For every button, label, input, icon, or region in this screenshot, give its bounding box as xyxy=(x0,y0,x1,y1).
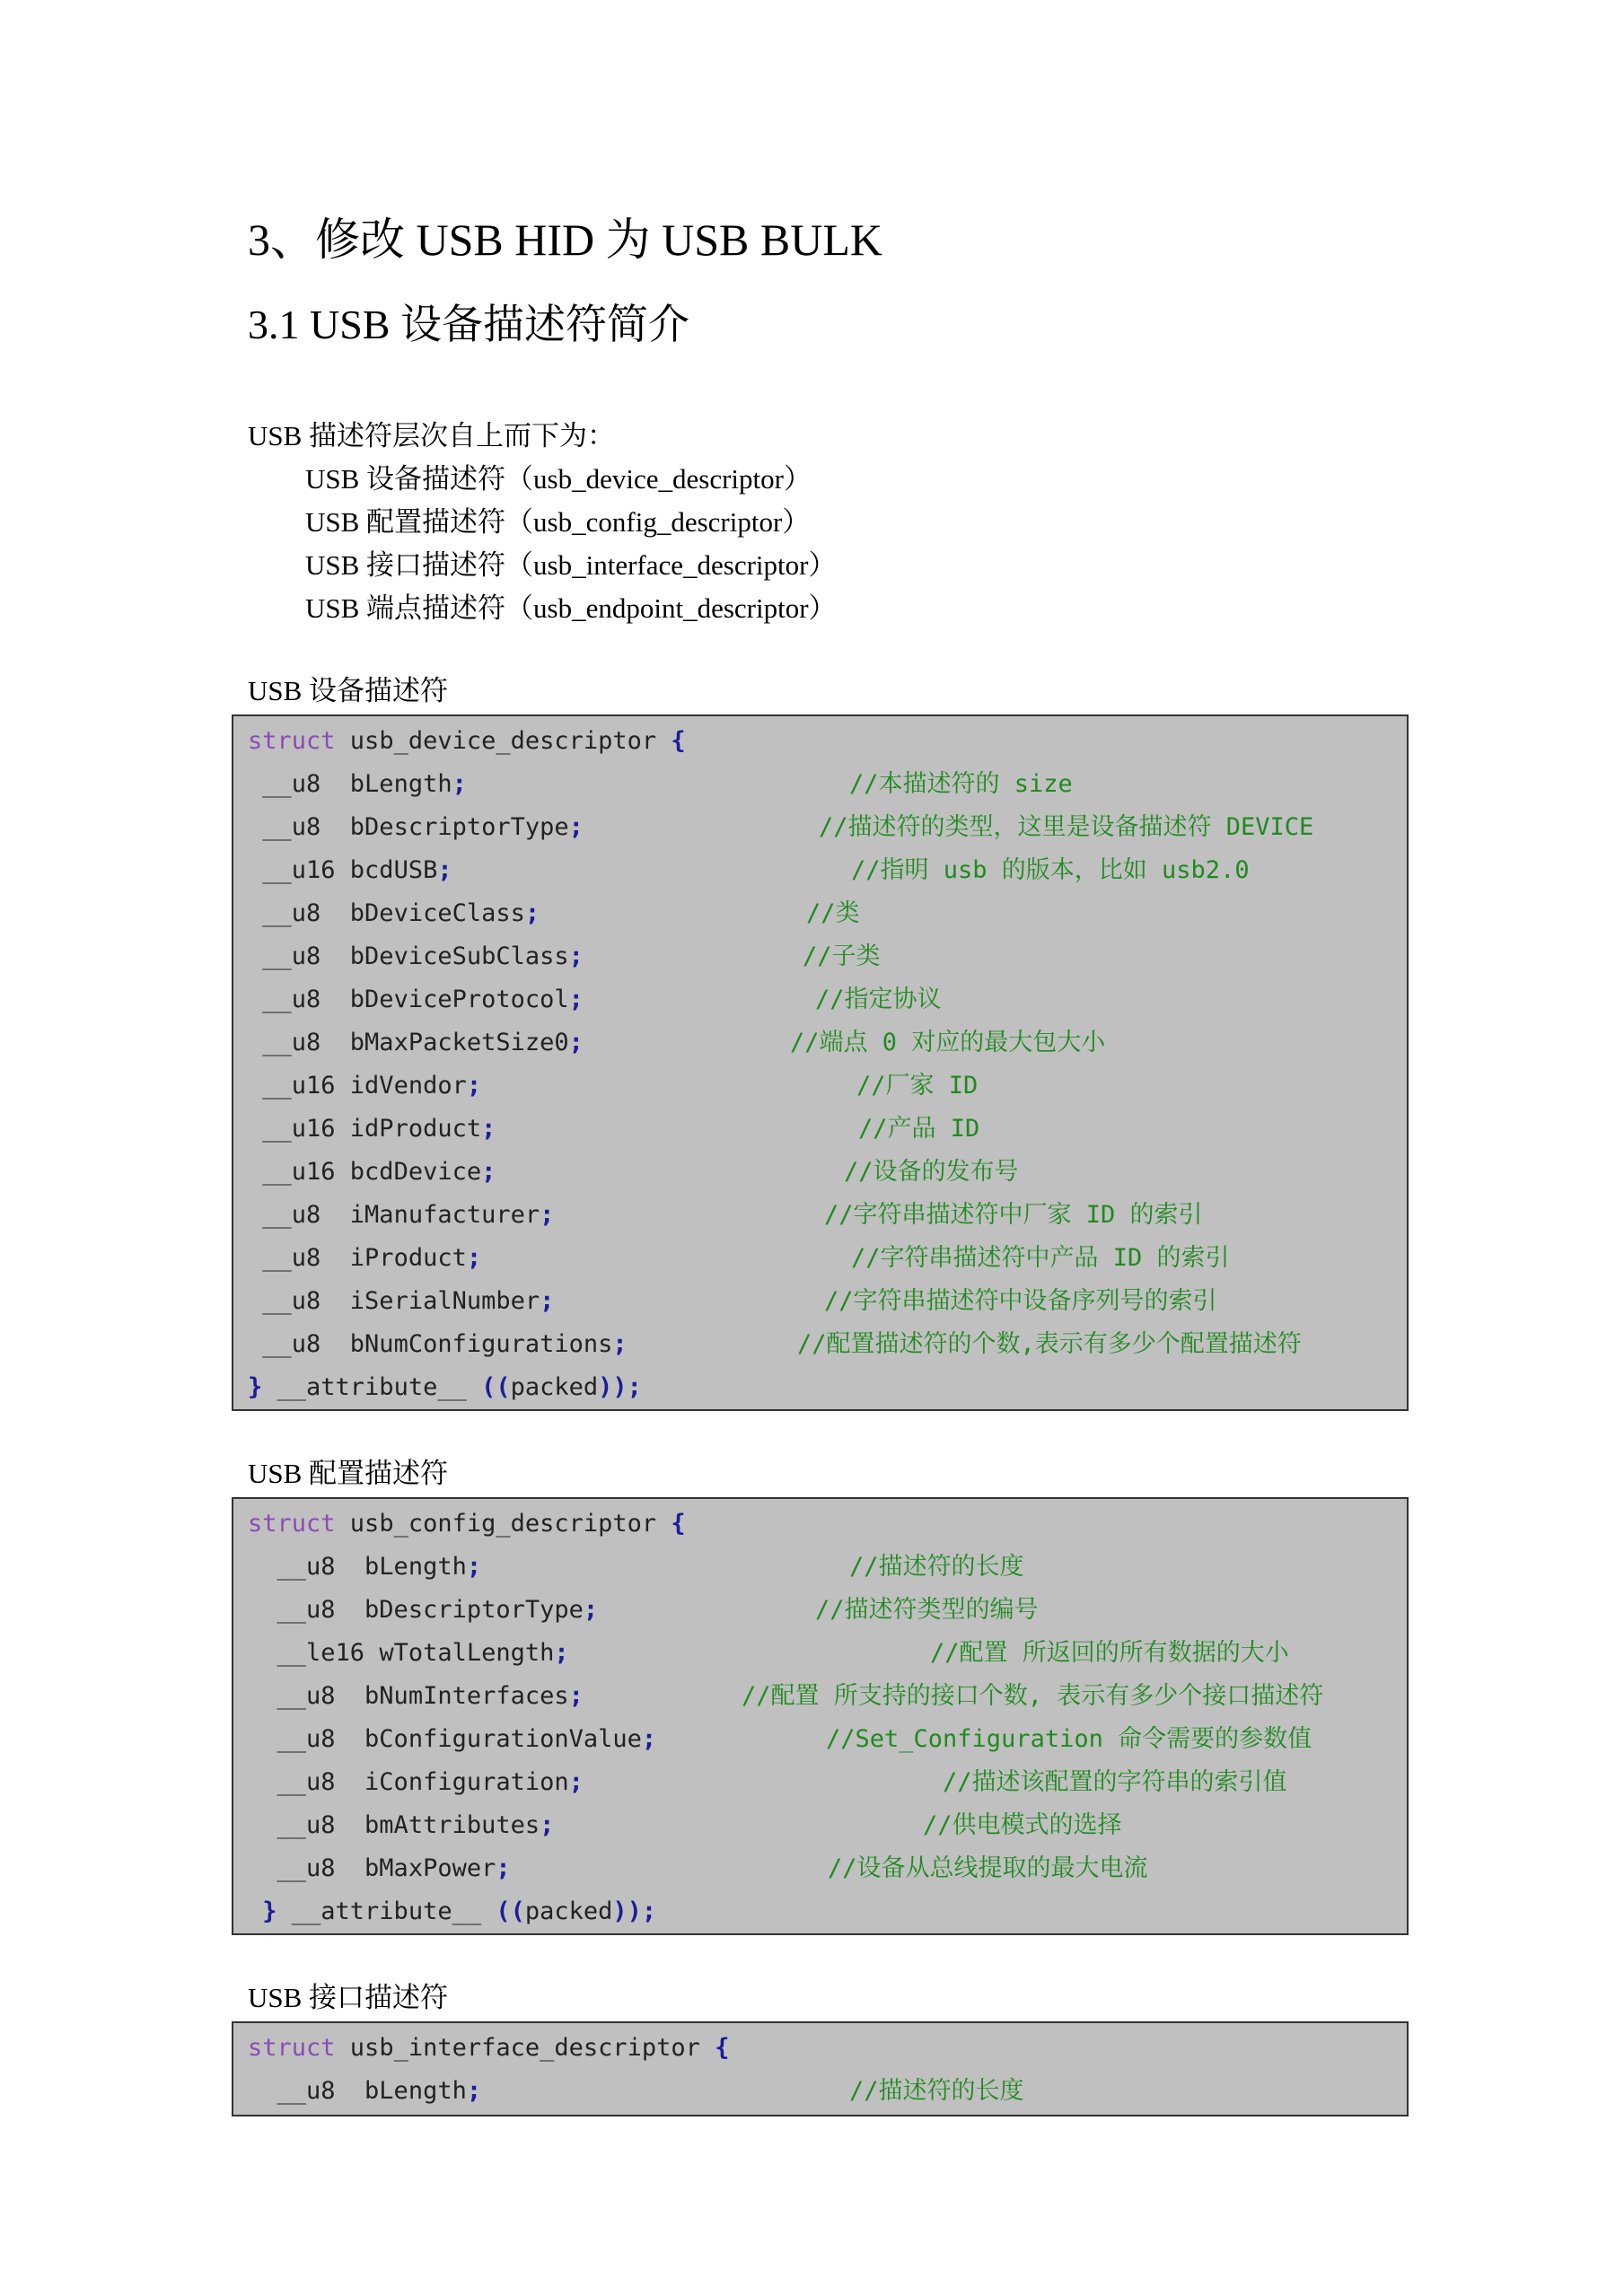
field-name: bcdDevice xyxy=(349,1158,482,1186)
descriptor-hierarchy xyxy=(248,415,837,630)
field-type: __u8 xyxy=(248,1854,365,1882)
semicolon: ; xyxy=(540,1201,555,1229)
field-type: __u8 xyxy=(248,1553,365,1581)
field-name: bMaxPacketSize0 xyxy=(349,1029,569,1056)
open-brace: { xyxy=(671,727,686,755)
field-type: __u16 xyxy=(248,1158,350,1186)
field-line xyxy=(248,806,1392,849)
semicolon: ; xyxy=(568,1029,584,1056)
field-line xyxy=(248,763,1392,806)
field-name: bNumConfigurations xyxy=(349,1330,613,1358)
semicolon: ; xyxy=(540,1811,555,1839)
field-line xyxy=(248,1323,1392,1366)
field-comment: //产品 ID xyxy=(858,1115,980,1143)
device-descriptor-code xyxy=(232,714,1409,1411)
field-line xyxy=(248,1804,1392,1847)
semicolon: ; xyxy=(568,1768,584,1796)
field-type: __u16 xyxy=(248,1072,350,1100)
semicolon: ; xyxy=(540,1287,555,1315)
struct-header xyxy=(248,1503,1392,1546)
field-type: __u8 xyxy=(248,942,350,970)
semicolon: ; xyxy=(466,1072,482,1100)
field-name: wTotalLength xyxy=(379,1639,555,1667)
field-comment: //子类 xyxy=(803,942,881,970)
field-comment: //描述符的类型，这里是设备描述符 DEVICE xyxy=(819,813,1314,841)
field-line xyxy=(248,935,1392,978)
field-comment: //供电模式的选择 xyxy=(923,1811,1122,1839)
field-name: iSerialNumber xyxy=(349,1287,540,1315)
field-name: iProduct xyxy=(349,1244,467,1272)
field-line xyxy=(248,1632,1392,1675)
semicolon: ; xyxy=(568,1682,584,1710)
field-line xyxy=(248,849,1392,892)
field-type: __u8 xyxy=(248,1029,350,1056)
field-comment: //配置 所返回的所有数据的大小 xyxy=(930,1639,1289,1667)
hierarchy-item: USB 设备描述符（usb_device_descriptor） xyxy=(305,463,812,495)
field-line xyxy=(248,1237,1392,1280)
field-name: bMaxPower xyxy=(364,1854,496,1882)
semicolon: ; xyxy=(583,1596,599,1624)
semicolon: ; xyxy=(466,1553,482,1581)
config-descriptor-caption: USB 配置描述符 xyxy=(248,1458,449,1489)
hierarchy-lead: USB 描述符层次自上而下为： xyxy=(248,420,616,451)
packed-keyword: packed xyxy=(510,1373,599,1401)
section-heading: 3.1 USB 设备描述符简介 xyxy=(248,302,689,347)
semicolon: ; xyxy=(641,1725,657,1753)
field-name: bDeviceClass xyxy=(349,899,525,927)
close-paren: )); xyxy=(612,1897,657,1925)
field-line xyxy=(248,1718,1392,1761)
field-line xyxy=(248,1151,1392,1194)
close-paren: )); xyxy=(598,1373,642,1401)
semicolon: ; xyxy=(496,1854,511,1882)
struct-name: usb_interface_descriptor xyxy=(335,2034,715,2062)
struct-keyword: struct xyxy=(248,727,336,755)
interface-descriptor-caption: USB 接口描述符 xyxy=(248,1982,449,2013)
field-line xyxy=(248,892,1392,935)
attribute-keyword: __attribute__ xyxy=(277,1897,496,1925)
open-paren: (( xyxy=(481,1373,511,1401)
field-name: bLength xyxy=(364,1553,467,1581)
open-paren: (( xyxy=(496,1897,525,1925)
field-line xyxy=(248,2070,1392,2113)
field-type: __u8 xyxy=(248,2077,365,2105)
field-type: __u8 xyxy=(248,1330,350,1358)
hierarchy-item: USB 端点描述符（usb_endpoint_descriptor） xyxy=(305,592,837,624)
field-name: iManufacturer xyxy=(349,1201,540,1229)
field-type: __u8 xyxy=(248,1682,365,1710)
field-comment: //字符串描述符中设备序列号的索引 xyxy=(824,1287,1217,1315)
field-name: bmAttributes xyxy=(364,1811,540,1839)
field-comment: //指明 usb 的版本，比如 usb2.0 xyxy=(851,856,1250,884)
struct-name: usb_device_descriptor xyxy=(335,727,672,755)
close-brace: } xyxy=(248,1373,263,1401)
field-comment: //描述该配置的字符串的索引值 xyxy=(943,1768,1287,1796)
field-type: __u8 xyxy=(248,1596,365,1624)
struct-keyword: struct xyxy=(248,2034,336,2062)
field-type: __u8 xyxy=(248,1201,350,1229)
field-comment: //厂家 ID xyxy=(856,1072,979,1100)
field-comment: //描述符类型的编号 xyxy=(815,1596,1039,1624)
field-name: idVendor xyxy=(349,1072,467,1100)
semicolon: ; xyxy=(481,1158,496,1186)
field-type: __u8 xyxy=(248,813,350,841)
field-comment: //本描述符的 size xyxy=(849,770,1073,798)
struct-footer xyxy=(248,1366,1392,1409)
field-comment: //字符串描述符中厂家 ID 的索引 xyxy=(824,1201,1203,1229)
field-name: iConfiguration xyxy=(364,1768,569,1796)
field-name: bConfigurationValue xyxy=(364,1725,642,1753)
field-line xyxy=(248,978,1392,1021)
config-descriptor-code xyxy=(232,1497,1409,1935)
field-type: __u16 xyxy=(248,856,350,884)
struct-footer xyxy=(248,1890,1392,1933)
field-type: __u8 xyxy=(248,1768,365,1796)
page-title: 3、修改 USB HID 为 USB BULK xyxy=(248,215,883,265)
attribute-keyword: __attribute__ xyxy=(262,1373,482,1401)
field-comment: //配置 所支持的接口个数, 表示有多少个接口描述符 xyxy=(742,1682,1324,1710)
field-line xyxy=(248,1589,1392,1632)
field-comment: //字符串描述符中产品 ID 的索引 xyxy=(851,1244,1230,1272)
semicolon: ; xyxy=(554,1639,569,1667)
field-type: __u8 xyxy=(248,899,350,927)
open-brace: { xyxy=(715,2034,730,2062)
field-name: bLength xyxy=(364,2077,467,2105)
field-name: bNumInterfaces xyxy=(364,1682,569,1710)
struct-header xyxy=(248,2027,1392,2070)
field-name: idProduct xyxy=(349,1115,482,1143)
field-comment: //指定协议 xyxy=(815,986,942,1013)
field-type: __u8 xyxy=(248,1287,350,1315)
semicolon: ; xyxy=(466,1244,482,1272)
field-comment: //设备从总线提取的最大电流 xyxy=(828,1854,1148,1882)
semicolon: ; xyxy=(568,813,584,841)
field-line xyxy=(248,1675,1392,1718)
semicolon: ; xyxy=(437,856,452,884)
field-type: __u16 xyxy=(248,1115,350,1143)
open-brace: { xyxy=(671,1510,686,1538)
field-name: bDescriptorType xyxy=(364,1596,584,1624)
field-comment: //类 xyxy=(806,899,860,927)
semicolon: ; xyxy=(524,899,540,927)
field-comment: //描述符的长度 xyxy=(849,2077,1024,2105)
field-name: bLength xyxy=(349,770,452,798)
field-comment: //配置描述符的个数,表示有多少个配置描述符 xyxy=(797,1330,1302,1358)
field-type: __le16 xyxy=(248,1639,380,1667)
struct-header xyxy=(248,720,1392,763)
hierarchy-item: USB 配置描述符（usb_config_descriptor） xyxy=(305,506,811,538)
semicolon: ; xyxy=(568,986,584,1013)
device-descriptor-caption: USB 设备描述符 xyxy=(248,675,449,706)
field-line xyxy=(248,1761,1392,1804)
field-comment: //描述符的长度 xyxy=(849,1553,1024,1581)
field-name: bDescriptorType xyxy=(349,813,569,841)
semicolon: ; xyxy=(568,942,584,970)
field-type: __u8 xyxy=(248,986,350,1013)
packed-keyword: packed xyxy=(524,1897,613,1925)
field-line xyxy=(248,1108,1392,1151)
field-line xyxy=(248,1546,1392,1589)
field-line xyxy=(248,1847,1392,1890)
struct-name: usb_config_descriptor xyxy=(335,1510,672,1538)
field-name: bDeviceSubClass xyxy=(349,942,569,970)
field-name: bDeviceProtocol xyxy=(349,986,569,1013)
field-type: __u8 xyxy=(248,1244,350,1272)
field-comment: //设备的发布号 xyxy=(844,1158,1019,1186)
struct-keyword: struct xyxy=(248,1510,336,1538)
field-line xyxy=(248,1021,1392,1065)
hierarchy-item: USB 接口描述符（usb_interface_descriptor） xyxy=(305,549,837,581)
semicolon: ; xyxy=(481,1115,496,1143)
interface-descriptor-code xyxy=(232,2021,1409,2116)
field-line xyxy=(248,1065,1392,1108)
field-type: __u8 xyxy=(248,770,350,798)
field-line xyxy=(248,1194,1392,1237)
field-name: bcdUSB xyxy=(349,856,438,884)
field-type: __u8 xyxy=(248,1725,365,1753)
field-comment: //端点 0 对应的最大包大小 xyxy=(790,1029,1106,1056)
field-comment: //Set_Configuration 命令需要的参数值 xyxy=(826,1725,1312,1753)
semicolon: ; xyxy=(612,1330,628,1358)
field-type: __u8 xyxy=(248,1811,365,1839)
close-brace: } xyxy=(248,1897,277,1925)
semicolon: ; xyxy=(466,2077,482,2105)
field-line xyxy=(248,1280,1392,1323)
semicolon: ; xyxy=(452,770,467,798)
